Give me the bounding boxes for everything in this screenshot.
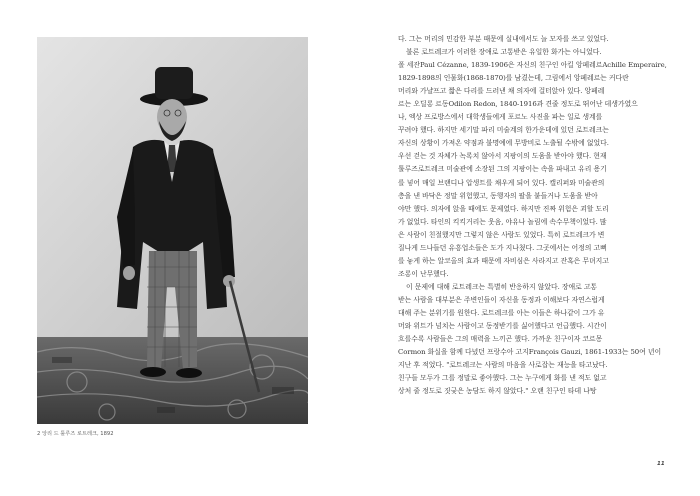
text-line: 가 없었다. 타인의 킥킥거리는 웃음, 야유나 놀림에 속수무책이었다. 많 bbox=[398, 217, 607, 226]
text-line: 를 놓게 하는 알코올의 효과 때문에 자비심은 사라지고 잔혹은 무뎌지고 bbox=[398, 256, 609, 265]
text-line: 대해 주는 분위기를 원한다. 로트레크를 아는 이들은 하나같이 그가 유 bbox=[398, 308, 605, 317]
body-text bbox=[398, 33, 668, 398]
text-line: 불론 로트레크가 이러한 장애로 고통받은 유일한 화가는 아니었다. bbox=[406, 48, 602, 57]
page-number: 11 bbox=[657, 461, 665, 467]
text-line: 머와 위트가 넘치는 사람이고 동정받기를 싫어했다고 언급했다. 시간이 bbox=[398, 322, 607, 331]
text-line: 우선 걷는 것 자체가 녹록치 않아서 지팡이의 도움을 받아야 했다. 현재 bbox=[398, 152, 607, 161]
text-line: 지난 후 적었다. "로트레크는 사람의 마음을 사로잡는 재능을 타고났다. bbox=[398, 361, 608, 370]
text-line: 이 문제에 대해 로트레크는 특별히 반응하지 않았다. 장애로 고통 bbox=[406, 282, 598, 291]
text-line: 툴루즈로트레크 미술관에 소장된 그의 지팡이는 속을 파내고 유리 용기 bbox=[398, 165, 607, 174]
text-line: 조롱이 난무했다. bbox=[398, 269, 449, 278]
text-line: 머리와 가냘프고 짧은 다리를 드러낸 채 의자에 걸터앉아 있다. 앙페레 bbox=[398, 87, 605, 96]
text-line: 야만 했다. 의자에 앉을 때에도 문제였다. 하지만 진짜 위험은 괴할 도리 bbox=[398, 204, 609, 213]
text-line: 다. 그는 머리의 민감한 부분 때문에 실내에서도 늘 모자를 쓰고 있었다. bbox=[398, 35, 609, 43]
text-line: 상처 줄 정도로 짓궂은 농담도 하지 않았다." 오랜 친구인 타데 나탕 bbox=[398, 387, 597, 396]
text-line: 르는 오딜롱 르동Odilon Redon, 1840-1916과 견줄 정도로 뛰어난 데생가였으 bbox=[398, 100, 638, 109]
text-line: 꾸려야 했다. 하지만 세기말 파리 미술계의 한가운데에 있던 로트레크는 bbox=[398, 126, 609, 135]
text-line: 받는 사람을 대부분은 주변인들이 자신을 동정과 이해보다 자연스럽게 bbox=[398, 295, 605, 304]
text-line: 1829-1898의 인물화(1868-1870)를 남겼는데, 그림에서 앙페레르는 커다란 bbox=[398, 74, 629, 83]
text-line: 폴 세잔Paul Cézanne, 1839-1906은 자신의 친구인 아킬 앙페레르Achille Emperaire, bbox=[398, 61, 667, 70]
text-line: 나, 엑상 프로방스에서 대학생들에게 포르노 사진을 파는 일로 생계를 bbox=[398, 113, 603, 122]
text-line: 층을 낸 바닥은 정말 위험했고, 동행자의 팔을 붙들거나 도움을 받아 bbox=[398, 191, 598, 200]
text-line: 은 사람이 친절했지만 그렇지 않은 사람도 있었다. 특히 로트레크가 변 bbox=[398, 230, 605, 239]
portrait-image bbox=[37, 37, 308, 424]
text-line: 를 넣어 매일 브랜디나 압생트를 채우게 되어 있다. 캘리퍼와 미술관의 bbox=[398, 178, 605, 187]
text-line: 질나게 드나들던 유흥업소들은 도가 지나쳤다. 그곳에서는 어정의 고뻐 bbox=[398, 243, 607, 252]
photo-caption: 2 앙리 드 툴루즈 로트레크, 1892 bbox=[37, 431, 114, 437]
portrait-photo bbox=[37, 37, 308, 424]
text-line: 흐를수록 사람들은 그의 매력을 느끼곤 했다. 가까운 친구이자 코르몽 bbox=[398, 335, 603, 344]
text-line: 자신의 상황이 가져온 약점과 불명예에 무방비로 노출될 수밖에 없었다. bbox=[398, 139, 609, 148]
text-line: Cormon 화실을 함께 다녔던 프랑수아 고지François Gauzi, 1861-1933는 50여 년이 bbox=[398, 348, 662, 357]
text-line: 친구들 모두가 그를 정말로 좋아했다. 그는 누구에게 화를 낸 적도 없고 bbox=[398, 374, 607, 383]
